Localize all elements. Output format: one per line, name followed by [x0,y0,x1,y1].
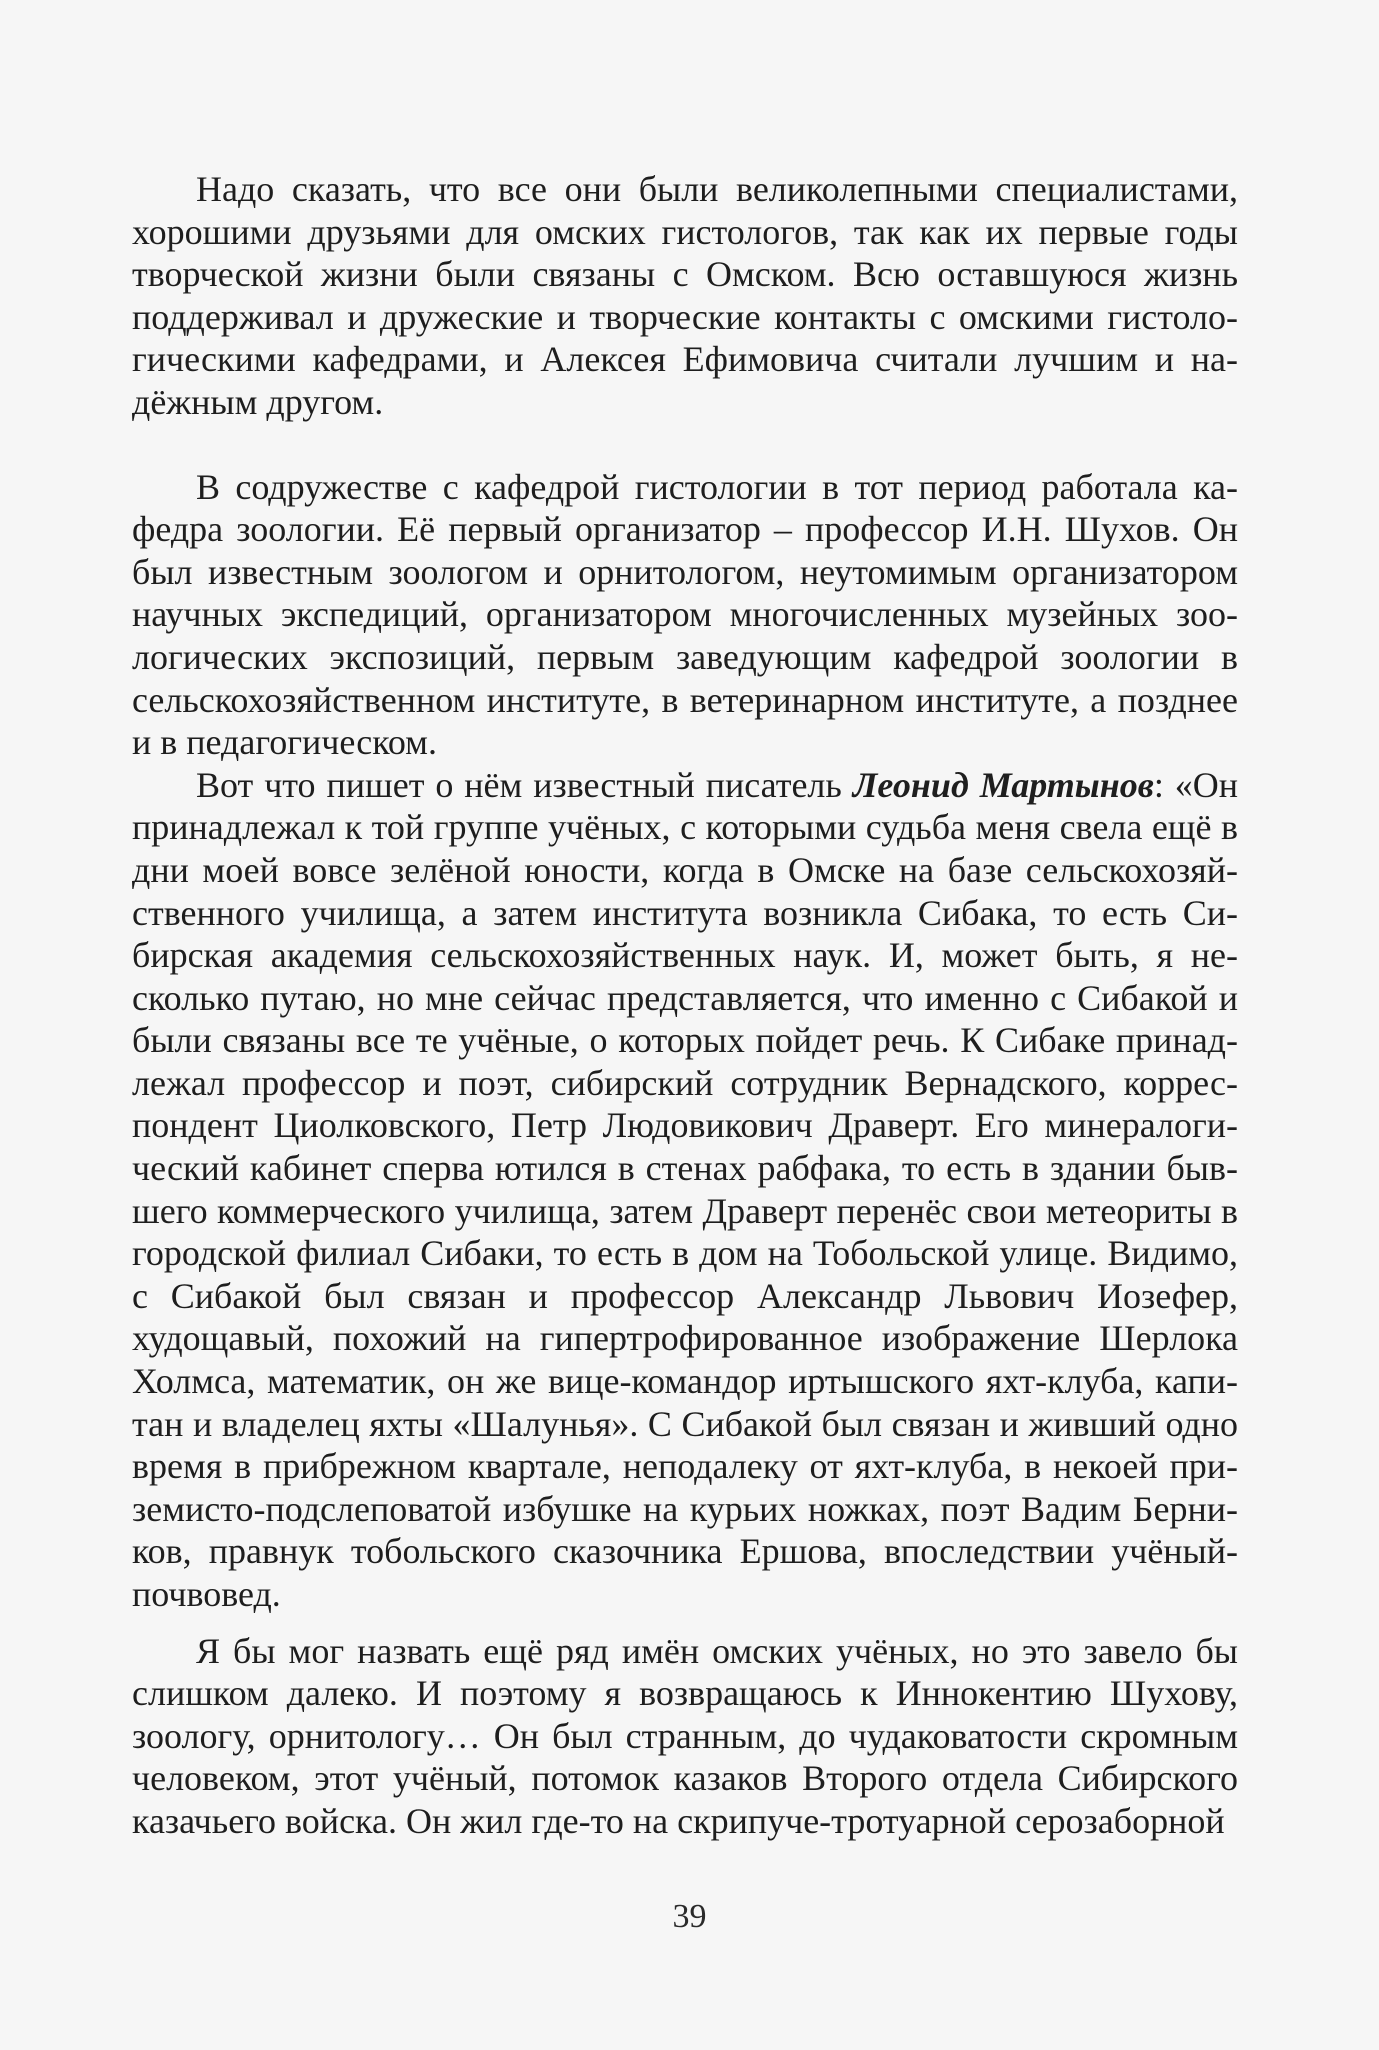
paragraph-shukhov: Я бы мог назвать ещё ряд имён омских учёных, но это завело бы слишком далеко. И поэтому я возвращаюсь к Иннокентию Шухову, зоологу, орнитологу… Он был странным, до чудаковатости скромным человеком, этот учёный, потомок казаков Второго отдела Сибирского казачьего войска. Он жил где-то на скрипуче-тротуарной серозаборной [132,1630,1238,1841]
paragraph-histologists: Надо сказать, что все они были великолепными специалистами, хорошими друзьями для омских гистологов, так как их первые годы творческой жизни были связаны с Омском. Всю оставшуюся жизнь поддерживал и дружеские и творческие контакты с омскими гистологическими кафедрами, и Алексея Ефимовича считали лучшим и надёжным другом. [132,169,1238,422]
quote-text: : «Он принадлежал к той группе учёных, с которыми судьба меня свела ещё в дни моей вовсе зелёной юности, когда в Омске на базе сельскохозяйственного училища, а затем института возникла Сибака, то есть Сибирская академия сельскохозяйственных наук. И, может быть, я несколько путаю, но мне сейчас представляется, что именно с Сибакой и были связаны все те учёные, о которых пойдет речь. К Сибаке принадлежал профессор и поэт, сибирский сотрудник Вернадского, корреспондент Циолковского, Петр Людовикович Драверт. Его минералогический кабинет сперва ютился в стенах рабфака, то есть в здании бывшего коммерческого училища, затем Драверт перенёс свои метеориты в городской филиал Сибаки, то есть в дом на Тобольской улице. Видимо, с Сибакой был связан и профессор Александр Львович Иозефер, худощавый, похожий на гипертрофированное изображение Шерлока Холмса, математик, он же вице-командор иртышского яхт-клуба, капитан и владелец яхты «Шалунья». С Сибакой был связан и живший одно время в прибрежном квартале, неподалеку от яхт-клуба, в некоей приземисто-подслеповатой избушке на курьих ножках, поэт Вадим Берников, правнук тобольского сказочника Ершова, впоследствии учёный-почвовед. [132,764,1238,1614]
paragraph-martynov-quote [132,764,1238,1616]
quote-intro: Вот что пишет о нём известный писатель [196,764,853,805]
page-number: 39 [672,1898,707,1935]
page-body [132,168,1238,1843]
author-name: Леонид Мартынов [852,764,1154,805]
paragraph-zoology-department: В содружестве с кафедрой гистологии в тот период работала кафедра зоологии. Её первый организатор – профессор И.Н. Шухов. Он был известным зоологом и орнитологом, неутомимым организатором научных экспедиций, организатором многочисленных музейных зоологических экспозиций, первым заведующим кафедрой зоологии в сельскохозяйственном институте, в ветеринарном институте, а позднее и в педагогическом. [132,466,1238,763]
